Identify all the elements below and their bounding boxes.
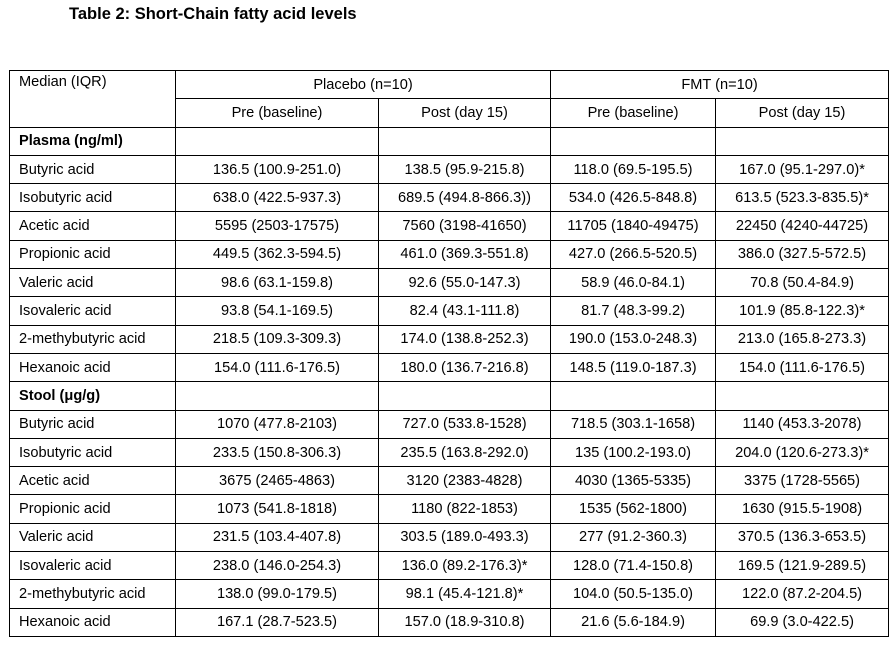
value-cell: 534.0 (426.5-848.8) [551, 184, 716, 212]
scfa-table [9, 70, 889, 637]
analyte-name: Valeric acid [10, 523, 176, 551]
value-cell: 638.0 (422.5-937.3) [176, 184, 379, 212]
empty-cell [716, 382, 889, 410]
value-cell: 1070 (477.8-2103) [176, 410, 379, 438]
value-cell: 1630 (915.5-1908) [716, 495, 889, 523]
value-cell: 70.8 (50.4-84.9) [716, 269, 889, 297]
value-cell: 58.9 (46.0-84.1) [551, 269, 716, 297]
value-cell: 11705 (1840-49475) [551, 212, 716, 240]
value-cell: 231.5 (103.4-407.8) [176, 523, 379, 551]
value-cell: 167.1 (28.7-523.5) [176, 608, 379, 636]
value-cell: 118.0 (69.5-195.5) [551, 155, 716, 183]
analyte-name: Acetic acid [10, 467, 176, 495]
analyte-name: Butyric acid [10, 410, 176, 438]
value-cell: 174.0 (138.8-252.3) [379, 325, 551, 353]
empty-cell [551, 382, 716, 410]
analyte-name: Isovaleric acid [10, 297, 176, 325]
table-title: Table 2: Short-Chain fatty acid levels [69, 5, 357, 23]
analyte-name: Propionic acid [10, 495, 176, 523]
value-cell: 427.0 (266.5-520.5) [551, 240, 716, 268]
empty-cell [379, 382, 551, 410]
analyte-name: Hexanoic acid [10, 608, 176, 636]
value-cell: 81.7 (48.3-99.2) [551, 297, 716, 325]
corner-label: Median (IQR) [10, 71, 176, 128]
value-cell: 689.5 (494.8-866.3)) [379, 184, 551, 212]
subheader-placebo-pre: Pre (baseline) [176, 99, 379, 127]
empty-cell [176, 382, 379, 410]
value-cell: 92.6 (55.0-147.3) [379, 269, 551, 297]
analyte-name: Isobutyric acid [10, 184, 176, 212]
table-row [10, 297, 889, 325]
analyte-name: Butyric acid [10, 155, 176, 183]
group-header-placebo: Placebo (n=10) [176, 71, 551, 99]
value-cell: 167.0 (95.1-297.0)* [716, 155, 889, 183]
value-cell: 22450 (4240-44725) [716, 212, 889, 240]
analyte-name: Hexanoic acid [10, 353, 176, 381]
value-cell: 5595 (2503-17575) [176, 212, 379, 240]
value-cell: 98.1 (45.4-121.8)* [379, 580, 551, 608]
table-row [10, 580, 889, 608]
analyte-name: Isobutyric acid [10, 438, 176, 466]
section-row [10, 382, 889, 410]
value-cell: 235.5 (163.8-292.0) [379, 438, 551, 466]
value-cell: 449.5 (362.3-594.5) [176, 240, 379, 268]
value-cell: 82.4 (43.1-111.8) [379, 297, 551, 325]
value-cell: 7560 (3198-41650) [379, 212, 551, 240]
value-cell: 213.0 (165.8-273.3) [716, 325, 889, 353]
empty-cell [716, 127, 889, 155]
value-cell: 3375 (1728-5565) [716, 467, 889, 495]
value-cell: 613.5 (523.3-835.5)* [716, 184, 889, 212]
value-cell: 1140 (453.3-2078) [716, 410, 889, 438]
value-cell: 277 (91.2-360.3) [551, 523, 716, 551]
value-cell: 69.9 (3.0-422.5) [716, 608, 889, 636]
value-cell: 461.0 (369.3-551.8) [379, 240, 551, 268]
value-cell: 4030 (1365-5335) [551, 467, 716, 495]
section-label: Plasma (ng/ml) [10, 127, 176, 155]
analyte-name: 2-methybutyric acid [10, 325, 176, 353]
table-row [10, 269, 889, 297]
header-row-groups [10, 71, 889, 99]
value-cell: 169.5 (121.9-289.5) [716, 552, 889, 580]
value-cell: 370.5 (136.3-653.5) [716, 523, 889, 551]
value-cell: 104.0 (50.5-135.0) [551, 580, 716, 608]
table-row [10, 240, 889, 268]
value-cell: 136.5 (100.9-251.0) [176, 155, 379, 183]
value-cell: 3120 (2383-4828) [379, 467, 551, 495]
table-row [10, 495, 889, 523]
value-cell: 98.6 (63.1-159.8) [176, 269, 379, 297]
subheader-fmt-pre: Pre (baseline) [551, 99, 716, 127]
table-row [10, 467, 889, 495]
value-cell: 233.5 (150.8-306.3) [176, 438, 379, 466]
value-cell: 122.0 (87.2-204.5) [716, 580, 889, 608]
value-cell: 718.5 (303.1-1658) [551, 410, 716, 438]
analyte-name: Acetic acid [10, 212, 176, 240]
value-cell: 154.0 (111.6-176.5) [716, 353, 889, 381]
value-cell: 135 (100.2-193.0) [551, 438, 716, 466]
value-cell: 128.0 (71.4-150.8) [551, 552, 716, 580]
value-cell: 386.0 (327.5-572.5) [716, 240, 889, 268]
table-row [10, 608, 889, 636]
value-cell: 303.5 (189.0-493.3) [379, 523, 551, 551]
value-cell: 1180 (822-1853) [379, 495, 551, 523]
value-cell: 21.6 (5.6-184.9) [551, 608, 716, 636]
value-cell: 180.0 (136.7-216.8) [379, 353, 551, 381]
empty-cell [551, 127, 716, 155]
value-cell: 204.0 (120.6-273.3)* [716, 438, 889, 466]
value-cell: 190.0 (153.0-248.3) [551, 325, 716, 353]
table-row [10, 410, 889, 438]
value-cell: 93.8 (54.1-169.5) [176, 297, 379, 325]
section-label: Stool (μg/g) [10, 382, 176, 410]
subheader-placebo-post: Post (day 15) [379, 99, 551, 127]
table-row [10, 184, 889, 212]
table-row [10, 155, 889, 183]
section-row [10, 127, 889, 155]
value-cell: 148.5 (119.0-187.3) [551, 353, 716, 381]
table-row [10, 552, 889, 580]
empty-cell [176, 127, 379, 155]
value-cell: 1073 (541.8-1818) [176, 495, 379, 523]
table-row [10, 325, 889, 353]
value-cell: 136.0 (89.2-176.3)* [379, 552, 551, 580]
analyte-name: Isovaleric acid [10, 552, 176, 580]
table-row [10, 438, 889, 466]
analyte-name: Propionic acid [10, 240, 176, 268]
subheader-fmt-post: Post (day 15) [716, 99, 889, 127]
analyte-name: Valeric acid [10, 269, 176, 297]
value-cell: 154.0 (111.6-176.5) [176, 353, 379, 381]
value-cell: 3675 (2465-4863) [176, 467, 379, 495]
value-cell: 1535 (562-1800) [551, 495, 716, 523]
value-cell: 218.5 (109.3-309.3) [176, 325, 379, 353]
group-header-fmt: FMT (n=10) [551, 71, 889, 99]
empty-cell [379, 127, 551, 155]
value-cell: 138.5 (95.9-215.8) [379, 155, 551, 183]
analyte-name: 2-methybutyric acid [10, 580, 176, 608]
value-cell: 138.0 (99.0-179.5) [176, 580, 379, 608]
table-row [10, 353, 889, 381]
value-cell: 727.0 (533.8-1528) [379, 410, 551, 438]
table-row [10, 212, 889, 240]
value-cell: 238.0 (146.0-254.3) [176, 552, 379, 580]
value-cell: 157.0 (18.9-310.8) [379, 608, 551, 636]
table-row [10, 523, 889, 551]
value-cell: 101.9 (85.8-122.3)* [716, 297, 889, 325]
